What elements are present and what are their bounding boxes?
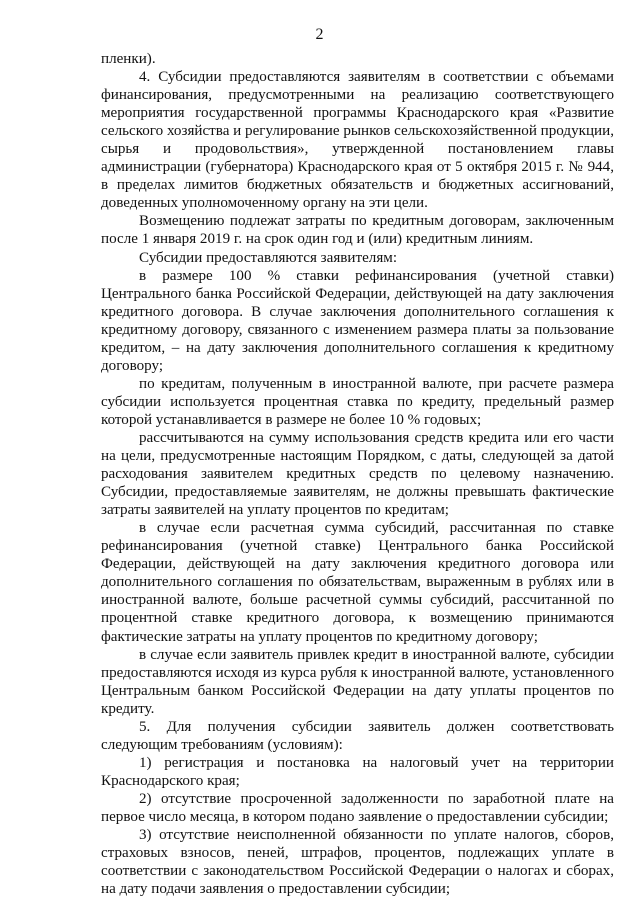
paragraph-item-5: 5. Для получения субсидии заявитель должен соответствовать следующим требованиям (условиям): — [101, 718, 614, 753]
paragraph-subsidies-intro: Субсидии предоставляются заявителям: — [139, 249, 398, 266]
paragraph-requirement-2: 2) отсутствие просроченной задолженности по заработной плате на первое число месяца, в котором подано заявление о предоставлении субсидии; — [101, 790, 614, 825]
paragraph-requirement-1: 1) регистрация и постановка на налоговый учет на территории Краснодарского края; — [101, 754, 614, 789]
page-number: 2 — [315, 26, 324, 43]
paragraph-actual-costs: в случае если расчетная сумма субсидий, рассчитанная по ставке рефинансирования (учетной ставке) Центрального банка Российской Федерации, действующей на дату заключения кредитного договора или дополнительного соглашения по обязательствам, выраженным в рублях или в иностранной валюте, больше расчетной суммы субсидий, рассчитанной по процентной ставке кредитного договора, к возмещению принимаются фактические затраты на уплату процентов по кредитному договору; — [101, 520, 614, 645]
paragraph-exchange-rate: в случае если заявитель привлек кредит в иностранной валюте, субсидии предоставляются исходя из курса рубля к иностранной валюте, установленного Центральным банком Российской Федерации на дату уплаты процентов по кредиту. — [101, 646, 614, 717]
paragraph-requirement-3: 3) отсутствие неисполненной обязанности по уплате налогов, сборов, страховых взносов, пеней, штрафов, процентов, подлежащих уплате в соответствии с законодательством Российской Федерации о налогах и сборах, на дату подачи заявления о предоставлении субсидии; — [101, 827, 614, 898]
paragraph-continuation: пленки). — [101, 51, 156, 67]
paragraph-refinancing-rate: в размере 100 % ставки рефинансирования (учетной ставки) Центрального банка Российской Федерации, действующей на дату заключения кредитного договора. В случае заключения дополнительного соглашения к кредитному договору, связанного с изменением размера платы за пользование кредитом, – на дату заключения дополнительного соглашения к кредитному договору; — [101, 267, 614, 374]
paragraph-foreign-currency-rate: по кредитам, полученным в иностранной валюте, при расчете размера субсидии используется процентная ставка по кредиту, предельный размер которой устанавливается в размере не более 10 % годовых; — [101, 375, 614, 428]
paragraph-calculation-basis: рассчитываются на сумму использования средств кредита или его части на цели, предусмотренные настоящим Порядком, с даты, следующей за датой расходования заявителем кредитных средств по целевому назначению. Субсидии, предоставляемые заявителям, не должны превышать фактические затраты заявителей на уплату процентов по кредитам; — [101, 429, 614, 519]
paragraph-item-4: 4. Субсидии предоставляются заявителям в соответствии с объемами финансирования, предусмотренными на реализацию соответствующего мероприятия государственной программы Краснодарского края «Развитие сельского хозяйства и регулирование рынков сельскохозяйственной продукции, сырья и продовольствия», утвержденной постановлением главы администрации (губернатора) Краснодарского края от 5 октября 2015 г. № 944, в пределах лимитов бюджетных обязательств и бюджетных ассигнований, доведенных уполномоченному органу на эти цели. — [101, 69, 614, 212]
paragraph-reimbursement: Возмещению подлежат затраты по кредитным договорам, заключенным после 1 января 2019 г. на срок один год и (или) кредитным линиям. — [101, 213, 614, 248]
document-body — [101, 50, 614, 898]
